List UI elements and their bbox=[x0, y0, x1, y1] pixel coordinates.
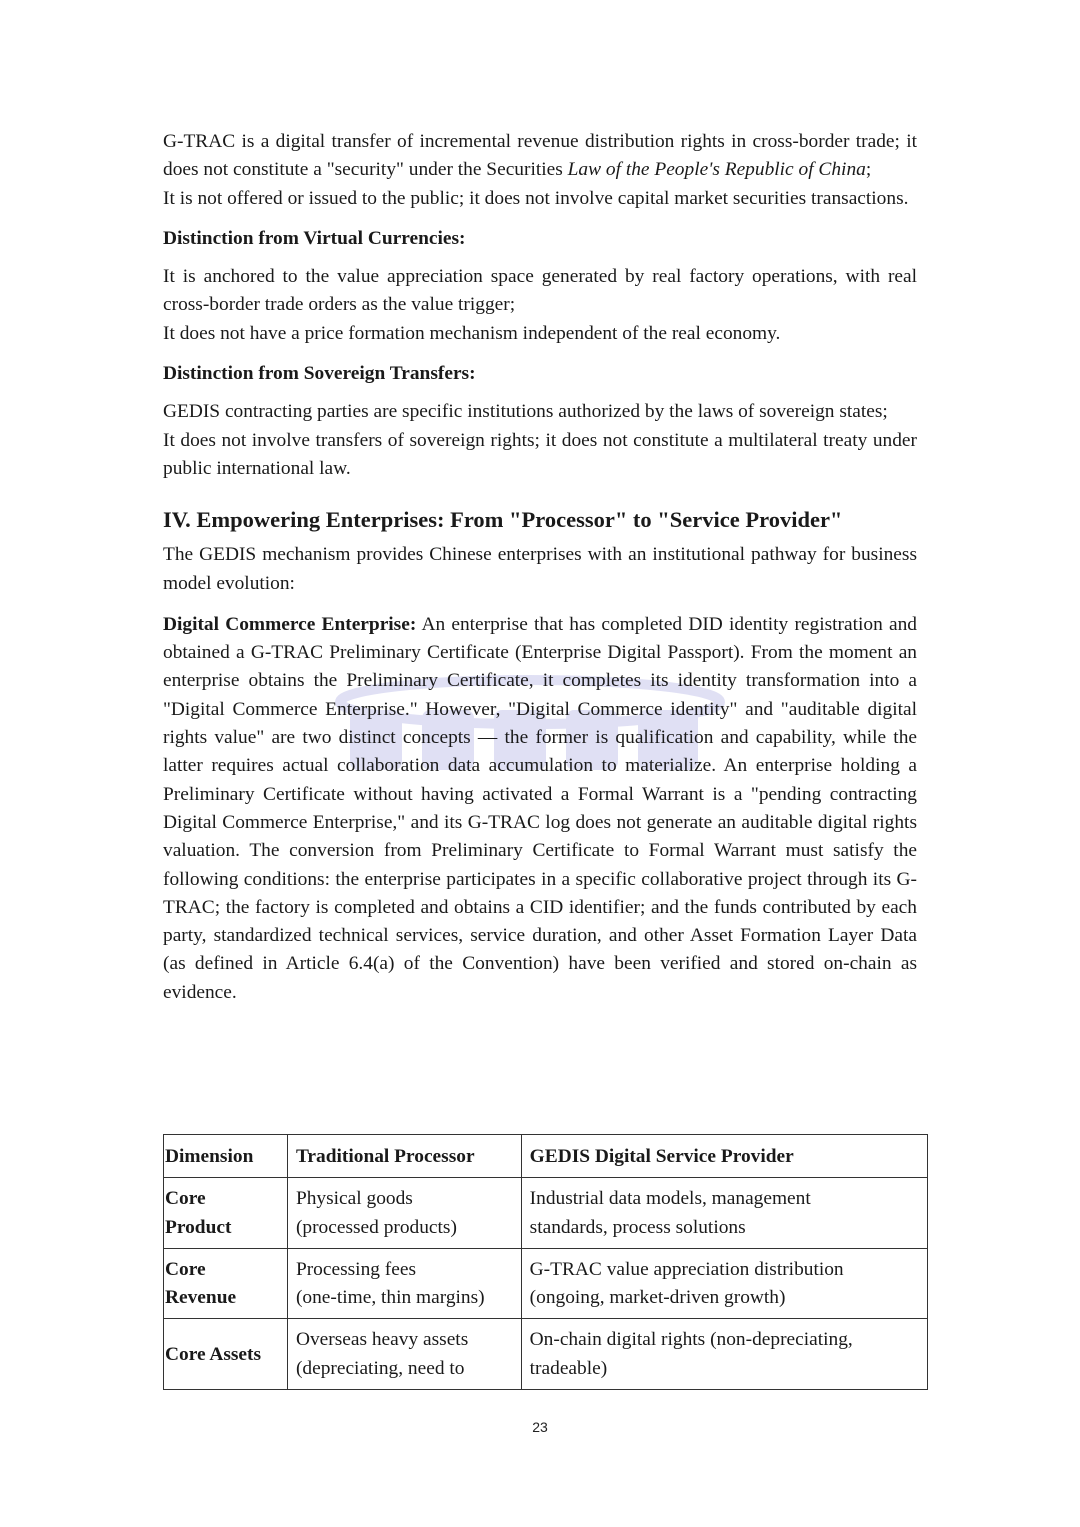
heading-virtual-currencies: Distinction from Virtual Currencies: bbox=[163, 227, 466, 249]
paragraph-sovereign-1: GEDIS contracting parties are specific institutions authorized by the laws of sovereign states; bbox=[163, 401, 888, 423]
section-title: IV. Empowering Enterprises: From "Processor" to "Service Provider" bbox=[163, 507, 843, 533]
term-digital-commerce-enterprise: Digital Commerce Enterprise: bbox=[163, 613, 417, 635]
heading-sovereign-transfers: Distinction from Sovereign Transfers: bbox=[163, 363, 476, 385]
document-body bbox=[163, 128, 917, 1007]
paragraph-virtual-1: It is anchored to the value appreciation space generated by real factory operations, with real cross-border trade orders as the value trigger; bbox=[163, 266, 917, 316]
table-row bbox=[164, 1178, 928, 1249]
cell-line: Core bbox=[165, 1188, 206, 1210]
comparison-table bbox=[163, 1134, 928, 1390]
text-run: ; bbox=[865, 159, 872, 181]
cell-line: G-TRAC value appreciation distribution bbox=[529, 1258, 844, 1280]
cell-traditional bbox=[287, 1319, 521, 1390]
header-dimension: Dimension bbox=[164, 1135, 288, 1178]
definition-text: An enterprise that has completed DID identity registration and obtained a G-TRAC Preliminary Certificate (Enterprise Digital Passport). From the moment an enterprise obtains the Preliminary Certificate, it completes its identity transformation into a "Digital Commerce Enterprise." However, "Digital Commerce identity" and "auditable digital rights value" are two distinct concepts — the former is qualification and capability, while the latter requires actual collaboration data accumulation to materialize. An enterprise holding a Preliminary Certificate without having activated a Formal Warrant is a "pending contracting Digital Commerce Enterprise," and its G-TRAC log does not generate an auditable digital rights valuation. The conversion from Preliminary Certificate to Formal Warrant must satisfy the following conditions: the enterprise participates in a specific collaborative project through its G-TRAC; the factory is completed and obtains a CID identifier; and the funds contributed by each party, standardized technical services, service duration, and other Asset Formation Layer Data (as defined in Article 6.4(a) of the Convention) have been verified and stored on-chain as evidence. bbox=[163, 613, 917, 1003]
cell-dimension bbox=[164, 1319, 288, 1390]
cell-gedis bbox=[521, 1248, 927, 1319]
paragraph-digital-commerce-enterprise bbox=[163, 611, 917, 1007]
cell-line: Product bbox=[165, 1216, 232, 1238]
cell-gedis bbox=[521, 1319, 927, 1390]
paragraph-virtual-2: It does not have a price formation mechanism independent of the real economy. bbox=[163, 322, 781, 344]
cell-line: tradeable) bbox=[529, 1357, 608, 1379]
cell-traditional bbox=[287, 1178, 521, 1249]
cell-gedis bbox=[521, 1178, 927, 1249]
law-title: Law of the People's Republic of China bbox=[567, 159, 866, 181]
table-row bbox=[164, 1319, 928, 1390]
header-traditional-processor: Traditional Processor bbox=[287, 1135, 521, 1178]
cell-line: (one-time, thin margins) bbox=[295, 1287, 485, 1309]
cell-line: (processed products) bbox=[295, 1216, 457, 1238]
cell-line: Overseas heavy assets bbox=[295, 1329, 469, 1351]
table-row bbox=[164, 1248, 928, 1319]
header-gedis-provider: GEDIS Digital Service Provider bbox=[521, 1135, 927, 1178]
cell-line: Core bbox=[165, 1258, 206, 1280]
cell-traditional bbox=[287, 1248, 521, 1319]
cell-line: Industrial data models, management bbox=[529, 1188, 811, 1210]
cell-line: Processing fees bbox=[295, 1258, 417, 1280]
table-header-row bbox=[164, 1135, 928, 1178]
paragraph-intro: The GEDIS mechanism provides Chinese enterprises with an institutional pathway for business model evolution: bbox=[163, 544, 917, 594]
cell-line: Revenue bbox=[165, 1287, 237, 1309]
page-number: 23 bbox=[532, 1419, 548, 1435]
cell-line: standards, process solutions bbox=[529, 1216, 746, 1238]
cell-dimension bbox=[164, 1178, 288, 1249]
cell-line: On-chain digital rights (non-depreciating, bbox=[529, 1329, 853, 1351]
paragraph-sovereign-2: It does not involve transfers of sovereign rights; it does not constitute a multilateral treaty under public international law. bbox=[163, 429, 917, 479]
text-run: G-TRAC is a digital transfer of incremental revenue distribution rights in cross-border trade; it does not constitute a "security" under the Securities bbox=[163, 131, 917, 181]
cell-line: Core Assets bbox=[165, 1343, 262, 1365]
cell-line: (ongoing, market-driven growth) bbox=[529, 1287, 786, 1309]
paragraph-public-offer: It is not offered or issued to the public; it does not involve capital market securities transactions. bbox=[163, 187, 909, 209]
cell-line: Physical goods bbox=[295, 1188, 413, 1210]
cell-line: (depreciating, need to bbox=[295, 1357, 465, 1379]
paragraph-security bbox=[163, 128, 917, 185]
cell-dimension bbox=[164, 1248, 288, 1319]
